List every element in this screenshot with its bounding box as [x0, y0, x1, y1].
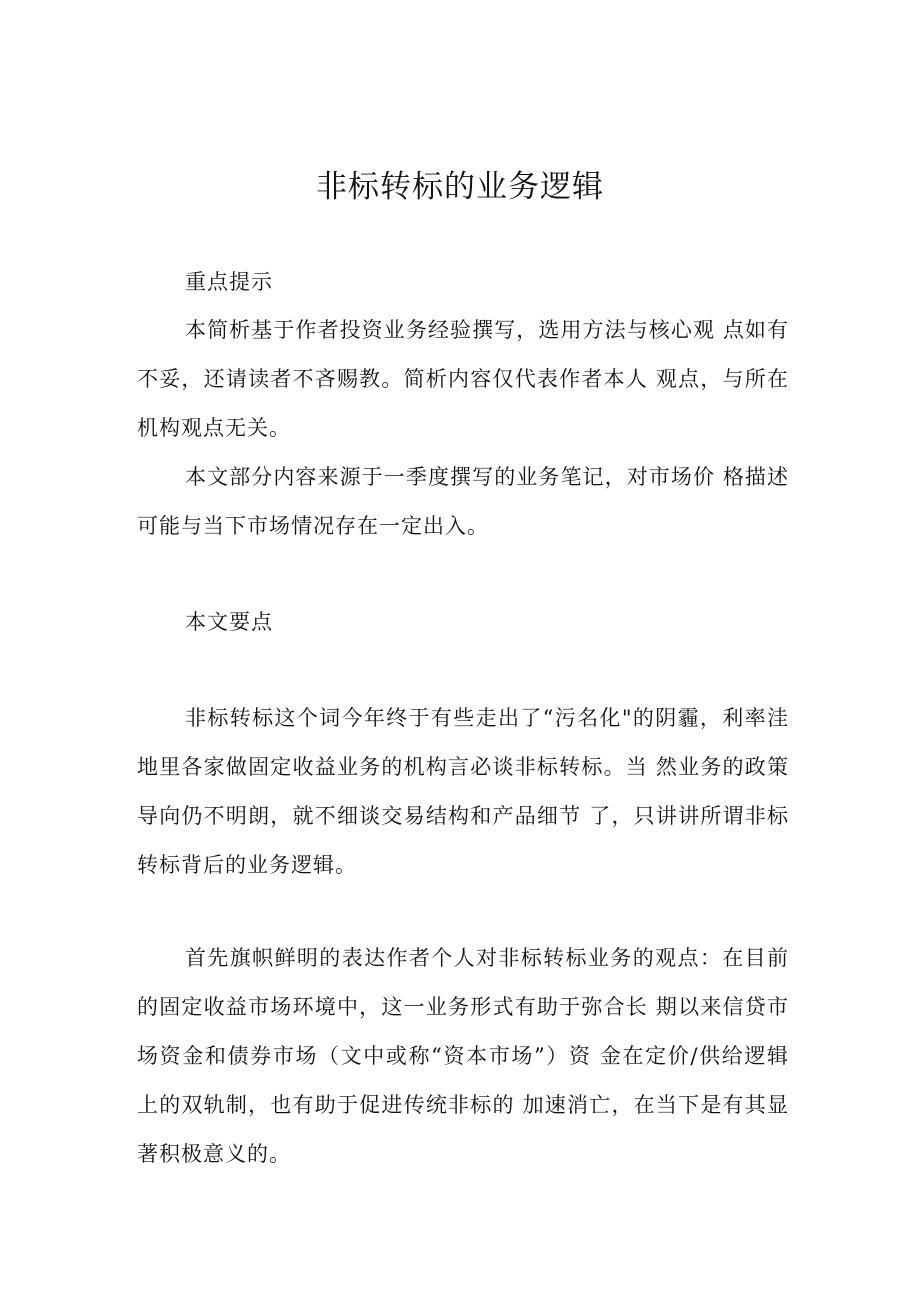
highlight-paragraph-2: 本文部分内容来源于一季度撰写的业务笔记，对市场价 格描述可能与当下市场情况存在一定出入。	[137, 465, 789, 538]
document-title: 非标转标的业务逻辑	[316, 169, 604, 205]
highlight-heading: 重点提示	[185, 270, 273, 294]
body-paragraph-1: 非标转标这个词今年终于有些走出了“污名化"的阴霾，利率洼地里各家做固定收益业务的机构言必谈非标转标。当 然业务的政策导向仍不明朗，就不细谈交易结构和产品细节 了，只讲讲所谓非标转标背后的业务逻辑。	[137, 706, 789, 877]
highlight-paragraph-1: 本简析基于作者投资业务经验撰写，选用方法与核心观 点如有不妥，还请读者不吝赐教。简析内容仅代表作者本人 观点，与所在机构观点无关。	[137, 318, 789, 440]
key-points-heading: 本文要点	[185, 610, 273, 634]
body-paragraph-2: 首先旗帜鲜明的表达作者个人对非标转标业务的观点：在目前的固定收益市场环境中，这一业务形式有助于弥合长 期以来信贷市场资金和债券市场（文中或称“资本市场”）资 金在定价/供给逻辑上的双轨制，也有助于促进传统非标的 加速消亡，在当下是有其显著积极意义的。	[137, 946, 789, 1166]
